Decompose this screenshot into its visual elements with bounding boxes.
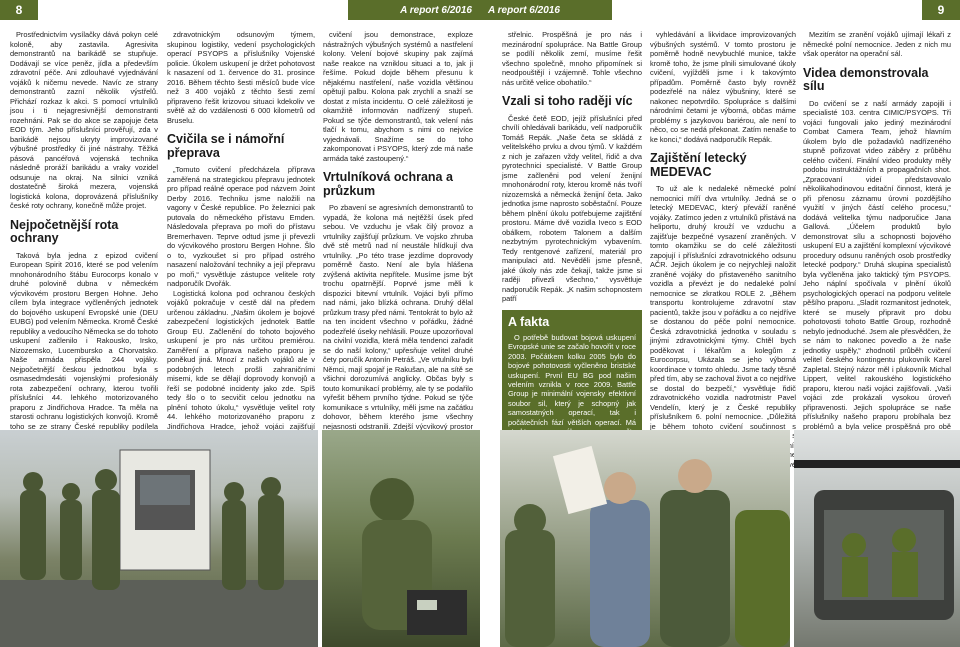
column-5 — [650, 30, 796, 479]
photo-illustration — [500, 430, 790, 647]
section-heading: Videa demonstrovala sílu — [803, 65, 929, 93]
magazine-title-right: A report 6/2016 — [480, 0, 612, 20]
facts-box-text: O potřebě budovat bojová uskupení Evropské unie se začalo hovořit v roce 2003. Počátkem kolku 2005 bylo do bojové pohotovosti vyčleněno bristské uskupení. První EU BG pod našim velením vznikla v roce 2009. Battle Group je minimální vojensky efektivní soubor sil, který je schopný jak samostatných operací, tak i počátečních fází větších operací. Má — [508, 333, 636, 427]
photo-demonstrators-and-soldiers — [500, 430, 790, 647]
column-6 — [803, 30, 951, 453]
column-2 — [167, 30, 315, 441]
photo-illustration — [322, 430, 480, 647]
right-page — [480, 0, 960, 647]
body-text: To už ale k nedaleké německé polní nemocnici míří dva vrtulníky. Jedná se o letecký MEDEVAC, který převáží raněné vojáky. Zatímco jeden z vrtulníků přistává na heliportu, druhý krouží ve vzduchu a zajišťuje bezpečné vysazení zraněných. V tomto okamžiku se do celé záležitosti zapojují i příslušníci zdravotnického odsunu AČR. Jejich úkolem je co nejrychleji naložit zraněné vojáky do přistaveného sanitního vozidla a převézt je do nedaleké polní nemocnice se zkratkou ROLE 2. „Během transportu kontrolujeme zdravotní stav pacientů, takže jsou v pořádku a co nejdříve se dostanou do péče polní nemocnice. Česká zdravotnická jednotka v souladu s jinými zdravotnickými týmy. Chtěl bych poděkovat i lékařům a kolegům z Eurocorpsu, Ukázala se jeho výborná koordinace v tomto ohledu. Jsme tady těsně před tím, aby se zachoval život a co nejdříve se dostal do bezpečí,“ vysvětluje řidič zdravotnického vozidla nadrotmistr Pavel Vendelín, který je z České republiky příslušníkem 6. polní nemocnice. „Důležitá je během tohoto cvičení součinnost s — [650, 184, 796, 431]
photo-illustration — [794, 430, 960, 647]
body-text: Logistická kolona pod ochranou českých vojáků pokračuje v cestě dál na předem určenou základnu. „Našim úkolem je bojové zabezpečení logistických jednotek Battle Group EU. Začlenění do tohoto bojového uskupení je pro nás určitou premiérou. Zaměření a příprava našeho praporu je poněkud jiná. Mnozí z našich vojáků ale v podobných letech prošli zahraničními misemi, kde se dělají doprovody konvojů a řeší se podobné incidenty jako zde. Spíš tedy šlo o to secvičit celou jednotku na plnění tohoto úkolu,“ vysvětluje velitel roty 44. lehkého motorizovaného praporu z Jindřichova Hradce, jehož vojáci zajišťují — [167, 288, 315, 431]
right-header — [480, 0, 960, 20]
body-text: cvičení jsou demonstrace, exploze nástražných výbušných systémů a nastřelení kolony. Velení bojové skupiny pak zajímá naše reakce na vzniklou situaci a to, jak ji řešíme. Pokud dojde během přesunu k nějakému nastřelení, naše vozidla většinou opětují palbu. Kolona pak zrychlí a snaží se dostat z místa incidentu. O celé záležitosti je okamžitě informován nadřízený stupeň. Pokud se týče demonstrantů, tak velení nás tlačí k tomu, abychom s nimi co nejvíce vyjednávali. Snažíme se do toho zakomponovat i PSYOPS, který zde má naše armáda také zastoupený.“ — [323, 30, 473, 163]
photo-soldier-with-robot — [322, 430, 480, 647]
section-heading: Nejpočetnější rota ochrany — [10, 217, 119, 245]
body-text: „Tomuto cvičení předcházela příprava zaměřená na strategickou přepravu jednotek pro případ reálné operace pod názvem Joint Derby 2016. Techniku jsme naložili na vagony v České republice. Po železnici pak putovala do německého přístavu Emden. Následovala přeprava po moři do přístavu Bremerhaven. Teprve odtud jsme ji převezli do výcvikového prostoru Bergen Hohne. Šlo o to, vyzkoušet si pro případ ostrého nasazení naložování techniky a její přepravu po moři,“ vysvětluje zástupce velitele roty nadporučík Dvořák. — [167, 165, 315, 288]
page-number-left: 8 — [0, 0, 38, 20]
photo-illustration — [0, 430, 318, 647]
column-1 — [10, 30, 158, 450]
body-text: Mezitím se zranění vojáků ujímají lékaři z německé polní nemocnice. Jeden z nich mu však operátor na operační sál. — [803, 30, 951, 58]
facts-box-title: A fakta — [508, 314, 550, 329]
body-text: Prostřednictvím vysílačky dává pokyn celé koloně, aby zastavila. Agresivita demonstrantů na barikádě se stupňuje. Dodávají se více peněz, jídla a především zdravotní péče. Ani zdlouhavé vyjednávání vojáků k ničemu nevede. Navíc ze strany demonstrantů zazní několik výstřelů. Přichází rozkaz k akci. S pomocí vrtulníků jsou i ti nejagresivnější demonstranti rozehnáni. Pak se do akce se zapojuje četa EOD tým. Jeho příslušníci prověřují, zda v barikádě nejsou ukryty improvizované výbušné prostředky či jiné nástrahy. Těžká pásová pancéřová vojenská technika následně proráží barikádu a vraky vozidel odsunuje na okraj. Na silnici vzniká dostatečně široká mezera, vojenská logistická kolona, doprovázená příslušníky české roty ochrany, konečně může projet. — [10, 30, 158, 210]
body-text: Po zbavení se agresivních demonstrantů to vypadá, že kolona má nejtěžší úsek před sebou. Ve vzduchu je však čilý provoz a vrtulníky zajišťují průzkum. Ve vojsko zhruba dvě stě metrů nad ní neustále hlídkují dva vrtulníky. „Po této trase jezdíme doprovody poměrně často. Není ale byla hlášena zvýšená aktivita nepřítele. Musíme jsme být trochu opatrnější. Poprvé jsme měli k dispozici bitevní vrtulník. Vojáci byli přímo nad námi, jako blízká ochrana. Druhý dělal průzkum trasy před námi. Tentokrát to bylo až na ten incident všechno v pořádku, žádné podezřelé úseky nehlásili. Pouze upozorňoval na civilní vozidla, která měla tendenci zařadit se do naší kolony,“ upřesňuje velitel druhé čety poručík Antonín Petráš. „Ve vrtulníku byli Němci, mají spojař je Rakušan, ale na sítě se všichni dorozumívá anglicky. Občas byly s touto komunikací problémy, ale ty se podařilo vyřešit během prvního týdne. Pokud se týče komunikace s vrtulníky, měli jsme na začátku dohovor, během kterého jsme všechny nejasnosti odstranili. Zdejší výcvikový prostor — [323, 203, 473, 431]
section-heading: Zajištění letecký MEDEVAC — [650, 151, 747, 179]
section-heading: Cvičila se i námořní přeprava — [167, 132, 285, 160]
body-text: Do cvičení se z naší armády zapojili i specialisté 103. centra CIMIC/PSYOPS. Tři vojáci fungovali jako jediný mezinárodní Combat Camera Team, jehož hlavním úkolem bylo dle požadavků nadřízeného stupně pořizovat video záběry z průběhu celého cvičení. Finální video produkty měly podobu instruktážních a propagačních shot. „Zpracovaní videí představovalo několikahodinovou editační činnost, která je při přenosu záznamu úrovni pozdějšího využití v jiných částí celého procesu,“ dodává velitelka týmu nadporučice Jana Gallová. „Účelem produktů bylo demonstrovat sílu a schopnosti bojového uskupení EU a zajištění komplexní výcvikové procedury odsunu raněných osob prostředky letecké podpory.“ Druhá skupina specialistů byla vyčleněna jako taktický tým PSYOPS. Jeho náplní spočívala v plnění úkolů psychologických operací na podporu velitele pěšího praporu. „Sladit rozmanitost jednotek, které se musely připravit pro dobu pohotovosti tohoto Battle Group, rozhodně nebylo jednoduché. Jsem ale přesvědčen, že se nám to nakonec povedlo a že naše jednotky uspěly,“ zhodnotil průběh cvičení velitel českého kontingentu plukovník Karel Zapletal. Stejný názor měl i plukovník Michal Lippert, velitel rakouského logistického praporu, kterou naši vojáci zajišťovali. „Vaši vojáci zde prokázali vysokou úroveň připravenosti. Jejich spolupráce se naše příslušníky našeho praporu probíhala bez problémů a byla velice prospěšná pro obě — [803, 98, 951, 431]
body-text: Taková byla jedna z epizod cvičení European Spirit 2016, které se pod velením mnohonárodního štábu Eurocorps konalo v druhé polovině dubna v německém výcvikovém prostoru Bergen Hohne. Jeho cílem byla integrace vyčleněných jednotek do bojového uskupení Evropské unie (DEU EUBG) pod velením Německa. Kromě České republiky a vedoucího Německa se do tohoto uskupení začlenilo i Rakousko, Irsko, Nizozemsko, Lucembursko a Chorvatsko. Naše armáda přispěla 244 vojáky. Nejpočetnější českou jednotkou byla s osmasedmdesáti vojenskými profesionály rota zabezpečení ochrany, kterou tvořili příslušníci 44. lehkého motorizovaného praporu z Jindřichova Hradce. Ta měla na starosti ochranu logistických konvojů. Kromě toho se ze strany České republiky podílela — [10, 250, 158, 431]
photo-helicopter-medevac — [794, 430, 960, 647]
column-3 — [323, 30, 473, 450]
section-heading: Vzali si toho raději víc — [502, 94, 633, 108]
body-text: vyhledávání a likvidace improvizovaných výbušných systémů. V tomto prostoru je poměrně hodně nevybuchlé munice, takže kromě toho, že jsme plnili simulované úkoly cvičení, vyjížděli jsme i k takovýmto případům. Poměrně často byly rovněž podezřelé na nález výbušniny, které se nakonec nepotvrdilo. Spolupráce s dalšími národními četami je výborná, občas máme problémy s jazykovou bariérou, ale není to něco, co se nedá překonat. Zatím nenaše to ke konci,“ dodává nadporučík Repák. — [650, 30, 796, 144]
page-number-right: 9 — [922, 0, 960, 20]
photo-soldiers-medical-vehicle — [0, 430, 318, 647]
body-text: zdravotnickým odsunovým týmem, skupinou logistiky, vedení psychologických operací PSYOPS a příslušníky Vojenské policie. Úkolem uskupení je držet pohotovost k nasazení od 1. července do 31. prosince 2016. Během těchto šesti měsíců bude více než 3 400 vojáků z těchto šesti zemí připraveno řešit krizovou situaci kdekoliv ve světě až do vzdálenosti 6 000 kilometrů od Bruselu. — [167, 30, 315, 125]
section-heading: Vrtulníková ochrana a průzkum — [323, 170, 453, 198]
body-text: střelnic. Prospěšná je pro nás i mezinárodní spolupráce. Na Battle Group se podílí několik zemí, musíme řešit všechno společně, mnoho připomínek si neodpouštějí i vzájemně. Tohle všechno nás určitě velice obohatilo.“ — [502, 30, 642, 87]
magazine-title-left: A report 6/2016 — [348, 0, 480, 20]
left-header — [0, 0, 480, 20]
body-text: České četě EOD, jejíž příslušníci před chvílí ohledávali barikádu, velí nadporučík Tomáš Repák. „Naše četa se skládá z velitelského prvku a dvou týmů. V každém z nich je zařazen vždy velitel, řidič a dva pyrotechnici specialisté. V Battle Group jsme začleněni pod velení ženijní mnohonárodní roty, kterou kromě nás tvoří nizozemská a německá ženijní četa. Jako jednotka jsme naprosto soběstační. Pouze během plnění úkolu potřebujeme zajištění prostoru. Máme dvě vozidla Iveco s EOD obálkem, robotem Talonem a dalším nezbytným pyrotechnickým vybavením. Tedy rentgenové zařízení, materiál pro manipulaci atd. Nevěděli jsme přesně, jaké úkoly nás zde čekají, takže jsme si raději přivezli všechno,“ vysvětluje nadporučík Repák. „K našim schopnostem patří — [502, 113, 642, 303]
